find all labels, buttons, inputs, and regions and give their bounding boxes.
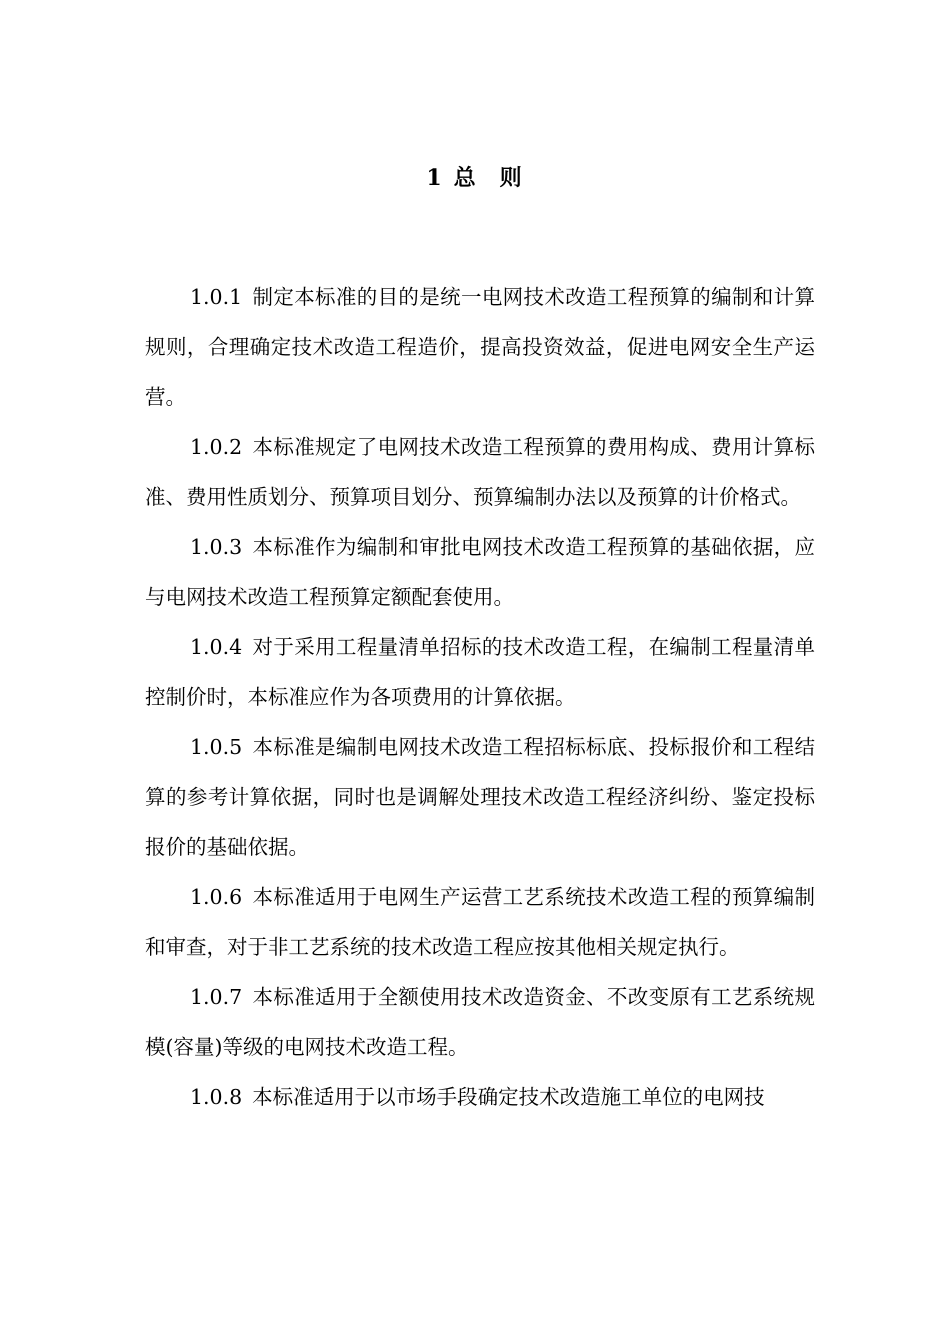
clause-number: 1.0.3 [190, 535, 243, 559]
clause-1-0-4 [145, 622, 815, 722]
clause-text: 本标准作为编制和审批电网技术改造工程预算的基础依据，应与电网技术改造工程预算定额配套使用。 [145, 535, 815, 609]
clause-number: 1.0.1 [190, 285, 243, 309]
clause-text: 本标准是编制电网技术改造工程招标标底、投标报价和工程结算的参考计算依据，同时也是调解处理技术改造工程经济纠纷、鉴定投标报价的基础依据。 [145, 735, 815, 859]
clause-1-0-1 [145, 272, 815, 422]
clause-1-0-3 [145, 522, 815, 622]
clause-1-0-7 [145, 972, 815, 1072]
clause-text: 本标准规定了电网技术改造工程预算的费用构成、费用计算标准、费用性质划分、预算项目划分、预算编制办法以及预算的计价格式。 [145, 435, 815, 509]
clause-1-0-2 [145, 422, 815, 522]
clause-text: 本标准适用于全额使用技术改造资金、不改变原有工艺系统规模(容量)等级的电网技术改造工程。 [145, 985, 815, 1059]
chapter-number: 1 [426, 165, 444, 191]
clause-number: 1.0.5 [190, 735, 243, 759]
clause-text: 制定本标准的目的是统一电网技术改造工程预算的编制和计算规则，合理确定技术改造工程造价，提高投资效益，促进电网安全生产运营。 [145, 285, 815, 409]
chapter-title-part2: 则 [499, 165, 524, 191]
clause-1-0-6 [145, 872, 815, 972]
chapter-title [0, 162, 950, 194]
chapter-title-part1: 总 [453, 165, 478, 191]
clause-number: 1.0.2 [190, 435, 243, 459]
clause-1-0-8 [145, 1072, 815, 1122]
chapter-body [145, 272, 815, 1122]
clause-1-0-5 [145, 722, 815, 872]
clause-number: 1.0.6 [190, 885, 243, 909]
clause-text: 本标准适用于以市场手段确定技术改造施工单位的电网技 [252, 1085, 765, 1109]
clause-text: 对于采用工程量清单招标的技术改造工程，在编制工程量清单控制价时，本标准应作为各项费用的计算依据。 [145, 635, 815, 709]
clause-text: 本标准适用于电网生产运营工艺系统技术改造工程的预算编制和审查，对于非工艺系统的技术改造工程应按其他相关规定执行。 [145, 885, 815, 959]
clause-number: 1.0.4 [190, 635, 243, 659]
clause-number: 1.0.7 [190, 985, 243, 1009]
clause-number: 1.0.8 [190, 1085, 243, 1109]
